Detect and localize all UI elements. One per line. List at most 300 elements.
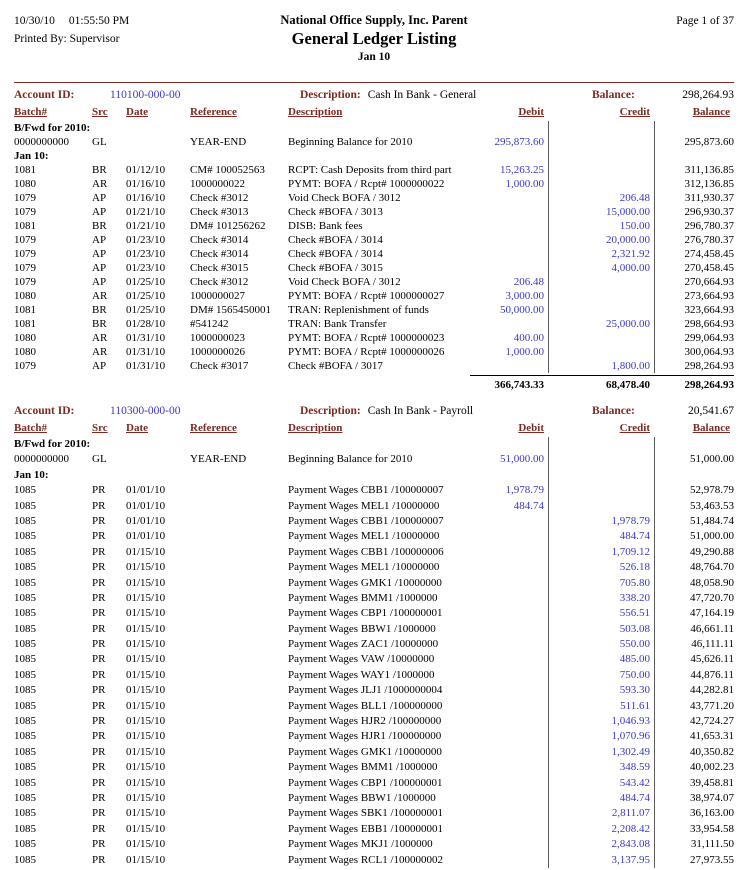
column-header-row <box>14 105 734 121</box>
column-spacer <box>470 149 548 163</box>
transaction-row <box>14 345 734 359</box>
cell-debit <box>470 822 548 837</box>
cell-credit <box>548 452 654 467</box>
cell-credit: 338.20 <box>548 591 654 606</box>
transaction-row <box>14 791 734 806</box>
cell-debit <box>470 760 548 775</box>
cell-reference <box>190 529 288 544</box>
account-header-row <box>14 404 734 420</box>
cell-date: 01/01/10 <box>126 484 166 497</box>
cell-reference <box>190 714 288 729</box>
cell-batch: 1081 <box>14 304 36 316</box>
cell-balance: 296,930.37 <box>654 205 734 219</box>
cell-reference: 1000000022 <box>190 178 245 190</box>
cell-balance: 298,664.93 <box>654 317 734 331</box>
cell-date: 01/23/10 <box>126 234 166 246</box>
transaction-row <box>14 606 734 621</box>
cell-debit <box>470 668 548 683</box>
cell-balance: 323,664.93 <box>654 303 734 317</box>
column-header-date: Date <box>126 422 148 434</box>
cell-src: PR <box>92 715 106 728</box>
cell-src: AP <box>92 192 107 204</box>
column-header-description: Description <box>288 422 343 434</box>
cell-batch: 1079 <box>14 262 36 274</box>
cell-src: AP <box>92 248 107 260</box>
cell-credit: 526.18 <box>548 560 654 575</box>
cell-src: AR <box>92 178 108 190</box>
transaction-row <box>14 177 734 191</box>
cell-src: PR <box>92 838 106 851</box>
cell-credit <box>548 331 654 345</box>
transaction-row <box>14 331 734 345</box>
cell-debit <box>470 191 548 205</box>
cell-debit: 206.48 <box>513 276 544 288</box>
cell-debit <box>470 637 548 652</box>
report-header <box>14 12 734 74</box>
total-balance: 298,264.93 <box>654 375 734 394</box>
total-debit: 366,743.33 <box>470 375 548 394</box>
balance-label: Balance: <box>592 89 635 101</box>
cell-balance: 45,626.11 <box>654 652 734 667</box>
cell-src: AP <box>92 234 107 246</box>
transaction-row <box>14 714 734 729</box>
cell-credit: 484.74 <box>548 791 654 806</box>
transaction-row <box>14 729 734 744</box>
cell-date <box>126 452 190 467</box>
cell-reference <box>190 822 288 837</box>
column-header-debit: Debit <box>518 106 544 118</box>
cell-debit <box>470 205 548 219</box>
account-id-value[interactable]: 110300-000-00 <box>110 405 181 417</box>
account-id-label: Account ID: <box>14 405 75 417</box>
cell-reference: DM# 101256262 <box>190 220 266 232</box>
cell-balance: 311,930.37 <box>654 191 734 205</box>
cell-src: PR <box>92 853 106 866</box>
cell-debit: 484.74 <box>513 499 544 512</box>
cell-description: Payment Wages JLJ1 /1000000004 <box>288 684 443 697</box>
cell-batch: 1079 <box>14 192 36 204</box>
cell-balance: 270,458.45 <box>654 261 734 275</box>
cell-balance: 33,954.58 <box>654 822 734 837</box>
column-spacer <box>548 149 654 163</box>
cell-description: PYMT: BOFA / Rcpt# 1000000023 <box>288 332 445 344</box>
cell-batch: 1081 <box>14 220 36 232</box>
cell-description: Payment Wages HJR2 /100000000 <box>288 715 442 728</box>
group-label: B/Fwd for 2010: <box>14 438 91 450</box>
cell-src: PR <box>92 822 106 835</box>
cell-date: 01/15/10 <box>126 822 166 835</box>
cell-date: 01/25/10 <box>126 290 166 302</box>
account-id-value[interactable]: 110100-000-00 <box>110 89 181 101</box>
cell-description: Payment Wages SBK1 /100000001 <box>288 807 444 820</box>
cell-balance: 48,764.70 <box>654 560 734 575</box>
transaction-row <box>14 776 734 791</box>
cell-src: PR <box>92 622 106 635</box>
column-spacer <box>654 468 734 483</box>
column-spacer <box>470 121 548 135</box>
cell-date: 01/21/10 <box>126 206 166 218</box>
cell-src: BR <box>92 318 107 330</box>
cell-credit: 2,843.08 <box>548 837 654 852</box>
cell-credit <box>548 345 654 359</box>
cell-src: AP <box>92 206 107 218</box>
cell-credit: 503.08 <box>548 622 654 637</box>
cell-debit <box>470 714 548 729</box>
cell-src: PR <box>92 576 106 589</box>
account-description-group <box>300 88 592 104</box>
cell-src: AR <box>92 332 108 344</box>
cell-credit: 1,800.00 <box>548 359 654 373</box>
column-header-credit: Credit <box>619 422 650 434</box>
cell-date: 01/16/10 <box>126 192 166 204</box>
cell-description: Payment Wages MKJ1 /1000000 <box>288 838 433 851</box>
description-label: Description: <box>300 405 361 417</box>
transaction-row <box>14 514 734 529</box>
cell-description: Check #BOFA / 3013 <box>288 206 383 218</box>
cell-debit: 1,000.00 <box>505 178 544 190</box>
cell-reference: Check #3015 <box>190 262 249 274</box>
cell-debit: 400.00 <box>513 332 544 344</box>
cell-src: AP <box>92 262 107 274</box>
cell-debit <box>470 261 548 275</box>
cell-src: PR <box>92 684 106 697</box>
cell-credit: 2,321.92 <box>548 247 654 261</box>
cell-src: PR <box>92 484 106 497</box>
cell-batch: 1085 <box>14 776 36 789</box>
account-section <box>14 88 734 394</box>
cell-date: 01/15/10 <box>126 638 166 651</box>
cell-reference <box>190 806 288 821</box>
cell-description: Check #BOFA / 3014 <box>288 234 383 246</box>
group-header-row <box>14 121 734 135</box>
cell-src: PR <box>92 807 106 820</box>
transaction-row <box>14 622 734 637</box>
cell-balance: 53,463.53 <box>654 499 734 514</box>
cell-date: 01/15/10 <box>126 591 166 604</box>
account-description-value: Cash In Bank - General <box>367 89 477 101</box>
cell-batch: 1080 <box>14 346 36 358</box>
cell-reference <box>190 576 288 591</box>
cell-description: Payment Wages GMK1 /10000000 <box>288 576 442 589</box>
column-spacer <box>470 468 548 483</box>
cell-src: PR <box>92 745 106 758</box>
cell-description: Payment Wages HJR1 /100000000 <box>288 730 442 743</box>
column-spacer <box>548 437 654 452</box>
cell-description: Payment Wages CBB1 /100000007 <box>288 484 444 497</box>
account-description-value: Cash In Bank - Payroll <box>367 405 474 417</box>
transaction-row <box>14 529 734 544</box>
transaction-row <box>14 135 734 149</box>
cell-balance: 52,978.79 <box>654 483 734 498</box>
cell-date: 01/31/10 <box>126 346 166 358</box>
column-header-batch: Batch# <box>14 106 47 118</box>
cell-debit <box>470 652 548 667</box>
cell-date: 01/15/10 <box>126 807 166 820</box>
cell-batch: 1085 <box>14 499 36 512</box>
cell-debit <box>470 837 548 852</box>
cell-batch: 1085 <box>14 807 36 820</box>
cell-date: 01/15/10 <box>126 653 166 666</box>
group-header-row <box>14 468 734 483</box>
cell-balance: 296,780.37 <box>654 219 734 233</box>
cell-description: Payment Wages BMM1 /1000000 <box>288 761 438 774</box>
cell-reference <box>190 560 288 575</box>
transaction-row <box>14 668 734 683</box>
cell-batch: 1079 <box>14 206 36 218</box>
cell-batch: 1079 <box>14 360 36 372</box>
cell-reference <box>190 683 288 698</box>
column-spacer <box>654 149 734 163</box>
group-header-row <box>14 149 734 163</box>
cell-description: DISB: Bank fees <box>288 220 363 232</box>
cell-balance: 27,973.55 <box>654 853 734 868</box>
cell-description: Check #BOFA / 3014 <box>288 248 383 260</box>
account-balance-value: 20,541.67 <box>688 405 734 417</box>
cell-batch: 1085 <box>14 622 36 635</box>
cell-credit <box>548 163 654 177</box>
cell-description: Payment Wages CBB1 /100000006 <box>288 545 444 558</box>
transaction-row <box>14 760 734 775</box>
transaction-row <box>14 483 734 498</box>
cell-debit <box>470 853 548 868</box>
cell-debit <box>470 576 548 591</box>
cell-balance: 49,290.88 <box>654 545 734 560</box>
cell-balance: 36,163.00 <box>654 806 734 821</box>
transaction-row <box>14 275 734 289</box>
cell-balance: 47,720.70 <box>654 591 734 606</box>
cell-batch: 1081 <box>14 164 36 176</box>
cell-credit: 543.42 <box>548 776 654 791</box>
cell-description: Check #BOFA / 3015 <box>288 262 383 274</box>
cell-reference <box>190 837 288 852</box>
cell-reference <box>190 853 288 868</box>
cell-debit <box>470 529 548 544</box>
cell-balance: 38,974.07 <box>654 791 734 806</box>
cell-reference <box>190 637 288 652</box>
transaction-row <box>14 806 734 821</box>
cell-batch: 1085 <box>14 545 36 558</box>
cell-reference <box>190 668 288 683</box>
cell-batch: 1085 <box>14 607 36 620</box>
cell-batch: 1081 <box>14 318 36 330</box>
column-spacer <box>654 121 734 135</box>
cell-batch: 1085 <box>14 484 36 497</box>
column-header-reference: Reference <box>190 106 237 118</box>
cell-balance: 276,780.37 <box>654 233 734 247</box>
cell-description: Beginning Balance for 2010 <box>288 453 413 466</box>
cell-description: TRAN: Replenishment of funds <box>288 304 429 316</box>
cell-batch: 1085 <box>14 653 36 666</box>
total-credit: 68,478.40 <box>548 375 654 394</box>
cell-balance: 46,111.11 <box>654 637 734 652</box>
cell-batch: 1079 <box>14 248 36 260</box>
cell-batch: 1085 <box>14 730 36 743</box>
cell-credit: 206.48 <box>548 191 654 205</box>
cell-description: Void Check BOFA / 3012 <box>288 276 401 288</box>
cell-reference: #541242 <box>190 318 229 330</box>
cell-description: Payment Wages EBB1 /100000001 <box>288 822 444 835</box>
cell-reference: YEAR-END <box>190 136 247 148</box>
cell-description: Payment Wages ZAC1 /10000000 <box>288 638 439 651</box>
cell-batch: 1085 <box>14 591 36 604</box>
column-header-description: Description <box>288 106 343 118</box>
cell-debit: 1,000.00 <box>505 346 544 358</box>
cell-src: PR <box>92 791 106 804</box>
cell-balance: 300,064.93 <box>654 345 734 359</box>
cell-credit: 348.59 <box>548 760 654 775</box>
cell-debit <box>470 776 548 791</box>
cell-date: 01/01/10 <box>126 530 166 543</box>
cell-src: AP <box>92 360 107 372</box>
cell-credit <box>548 135 654 149</box>
cell-reference <box>190 745 288 760</box>
transaction-row <box>14 219 734 233</box>
cell-reference: 1000000026 <box>190 346 245 358</box>
company-name: National Office Supply, Inc. Parent <box>280 13 468 27</box>
column-spacer <box>654 437 734 452</box>
cell-debit <box>470 233 548 247</box>
cell-reference: 1000000023 <box>190 332 245 344</box>
cell-balance: 299,064.93 <box>654 331 734 345</box>
cell-src: PR <box>92 530 106 543</box>
cell-credit: 1,302.49 <box>548 745 654 760</box>
cell-reference: Check #3014 <box>190 248 249 260</box>
cell-src: GL <box>92 453 107 466</box>
cell-debit: 15,263.25 <box>500 164 544 176</box>
cell-batch: 1080 <box>14 332 36 344</box>
transaction-row <box>14 745 734 760</box>
cell-balance: 295,873.60 <box>654 135 734 149</box>
cell-debit: 51,000.00 <box>500 453 544 466</box>
cell-debit <box>470 560 548 575</box>
cell-reference <box>190 760 288 775</box>
cell-debit <box>470 514 548 529</box>
cell-date: 01/15/10 <box>126 622 166 635</box>
cell-balance: 273,664.93 <box>654 289 734 303</box>
cell-batch: 1085 <box>14 838 36 851</box>
transaction-row <box>14 683 734 698</box>
cell-reference: DM# 1565450001 <box>190 304 271 316</box>
cell-date: 01/31/10 <box>126 332 166 344</box>
cell-credit: 1,978.79 <box>548 514 654 529</box>
transaction-row <box>14 163 734 177</box>
cell-balance: 40,350.82 <box>654 745 734 760</box>
cell-description: Payment Wages WAY1 /1000000 <box>288 668 435 681</box>
account-id-group <box>14 88 300 104</box>
transaction-row <box>14 191 734 205</box>
cell-balance: 41,653.31 <box>654 729 734 744</box>
cell-debit: 3,000.00 <box>505 290 544 302</box>
cell-description: PYMT: BOFA / Rcpt# 1000000027 <box>288 290 445 302</box>
account-balance-group <box>592 404 734 420</box>
cell-reference <box>190 791 288 806</box>
cell-batch: 1080 <box>14 178 36 190</box>
cell-description: Beginning Balance for 2010 <box>288 136 413 148</box>
cell-src: PR <box>92 730 106 743</box>
cell-credit: 1,709.12 <box>548 545 654 560</box>
cell-reference <box>190 652 288 667</box>
cell-balance: 51,484.74 <box>654 514 734 529</box>
cell-src: PR <box>92 668 106 681</box>
report-body <box>14 88 734 868</box>
balance-label: Balance: <box>592 405 635 417</box>
cell-balance: 51,000.00 <box>654 529 734 544</box>
transaction-row <box>14 837 734 852</box>
cell-reference <box>190 606 288 621</box>
cell-credit: 750.00 <box>548 668 654 683</box>
cell-batch: 0000000000 <box>14 453 69 466</box>
cell-credit: 485.00 <box>548 652 654 667</box>
cell-description: RCPT: Cash Deposits from third part <box>288 164 452 176</box>
transaction-row <box>14 499 734 514</box>
transaction-row <box>14 822 734 837</box>
cell-balance: 311,136.85 <box>654 163 734 177</box>
cell-credit: 1,070.96 <box>548 729 654 744</box>
cell-credit: 556.51 <box>548 606 654 621</box>
cell-date: 01/15/10 <box>126 838 166 851</box>
cell-date: 01/23/10 <box>126 262 166 274</box>
cell-balance: 47,164.19 <box>654 606 734 621</box>
cell-description: Payment Wages BMM1 /1000000 <box>288 591 438 604</box>
cell-date: 01/15/10 <box>126 791 166 804</box>
report-title-block <box>204 12 544 65</box>
cell-date <box>126 135 190 149</box>
cell-balance: 44,876.11 <box>654 668 734 683</box>
column-header-balance: Balance <box>692 106 730 118</box>
cell-balance: 39,458.81 <box>654 776 734 791</box>
cell-balance: 298,264.93 <box>654 359 734 373</box>
cell-batch: 1085 <box>14 822 36 835</box>
cell-date: 01/15/10 <box>126 607 166 620</box>
cell-description: PYMT: BOFA / Rcpt# 1000000026 <box>288 346 445 358</box>
cell-date: 01/16/10 <box>126 178 166 190</box>
cell-debit <box>470 683 548 698</box>
cell-batch: 1085 <box>14 715 36 728</box>
cell-credit: 593.30 <box>548 683 654 698</box>
cell-debit <box>470 317 548 331</box>
report-title: General Ledger Listing <box>291 29 457 48</box>
cell-debit <box>470 219 548 233</box>
transaction-row <box>14 317 734 331</box>
cell-date: 01/15/10 <box>126 545 166 558</box>
cell-date: 01/28/10 <box>126 318 166 330</box>
cell-credit <box>548 275 654 289</box>
cell-date: 01/15/10 <box>126 761 166 774</box>
column-spacer <box>14 375 470 394</box>
print-date: 10/30/10 <box>14 15 55 27</box>
cell-debit <box>470 745 548 760</box>
cell-description: Payment Wages GMK1 /10000000 <box>288 745 442 758</box>
cell-date: 01/15/10 <box>126 715 166 728</box>
cell-reference <box>190 514 288 529</box>
cell-src: PR <box>92 561 106 574</box>
cell-batch: 1079 <box>14 234 36 246</box>
page-number: Page 1 of 37 <box>676 15 734 27</box>
account-balance-value: 298,264.93 <box>682 89 734 101</box>
cell-balance: 46,661.11 <box>654 622 734 637</box>
cell-src: PR <box>92 499 106 512</box>
cell-credit: 484.74 <box>548 529 654 544</box>
transaction-row <box>14 289 734 303</box>
cell-reference: Check #3017 <box>190 360 249 372</box>
transaction-row <box>14 699 734 714</box>
cell-batch: 1085 <box>14 638 36 651</box>
transaction-row <box>14 303 734 317</box>
print-time: 01:55:50 PM <box>68 15 130 27</box>
cell-description: TRAN: Bank Transfer <box>288 318 387 330</box>
cell-balance: 40,002.23 <box>654 760 734 775</box>
cell-credit <box>548 303 654 317</box>
